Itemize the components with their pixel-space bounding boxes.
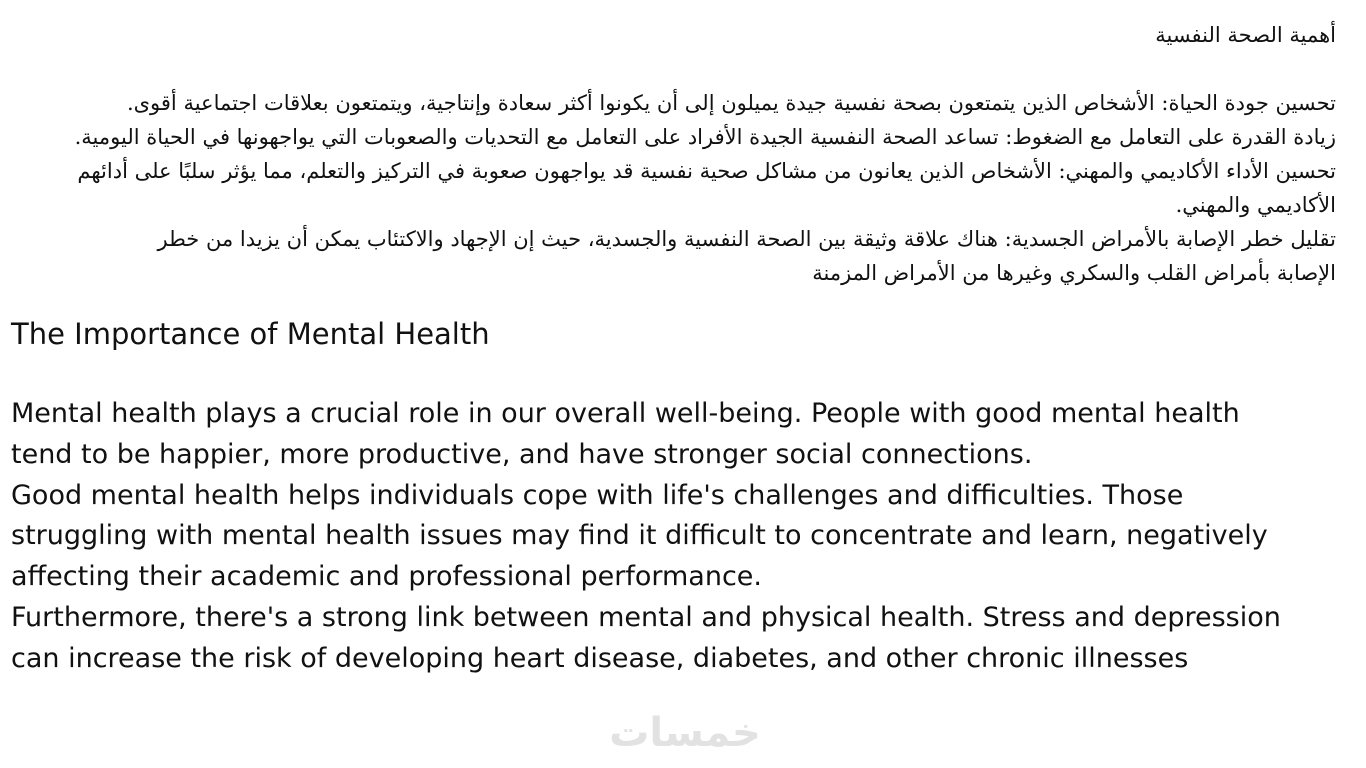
spacer <box>11 356 1366 394</box>
arabic-section <box>14 18 1336 290</box>
english-title: The Importance of Mental Health <box>11 317 490 351</box>
arabic-title: أهمية الصحة النفسية <box>1155 23 1336 47</box>
english-line: can increase the risk of developing heart disease, diabetes, and other chronic illnesses <box>11 642 1189 674</box>
spacer <box>14 52 1336 86</box>
english-section <box>11 312 1366 680</box>
english-line: affecting their academic and professional performance. <box>11 561 762 593</box>
english-line: Good mental health helps individuals cope with life's challenges and difficulties. Those <box>11 479 1184 511</box>
english-line: Furthermore, there's a strong link between mental and physical health. Stress and depression <box>11 601 1281 633</box>
arabic-line: الإصابة بأمراض القلب والسكري وغيرها من الأمراض المزمنة <box>812 261 1336 285</box>
arabic-line: الأكاديمي والمهني. <box>1175 193 1336 217</box>
english-line: tend to be happier, more productive, and have stronger social connections. <box>11 438 1033 470</box>
arabic-line: تحسين الأداء الأكاديمي والمهني: الأشخاص الذين يعانون من مشاكل صحية نفسية قد يواجهون صعوبة في التركيز والتعلم، مما يؤثر سلبًا على أدائهم <box>77 159 1336 183</box>
khamsat-watermark-logo <box>600 704 770 760</box>
english-line: Mental health plays a crucial role in our overall well-being. People with good mental health <box>11 398 1240 429</box>
english-line: struggling with mental health issues may find it difficult to concentrate and learn, negatively <box>11 520 1268 552</box>
arabic-line: زيادة القدرة على التعامل مع الضغوط: تساعد الصحة النفسية الجيدة الأفراد على التعامل مع التحديات والصعوبات التي يواجهونها في الحياة اليومية. <box>74 125 1336 149</box>
arabic-line: تحسين جودة الحياة: الأشخاص الذين يتمتعون بصحة نفسية جيدة يميلون إلى أن يكونوا أكثر سعادة وإنتاجية، ويتمتعون بعلاقات اجتماعية أقوى. <box>126 91 1336 115</box>
arabic-line: تقليل خطر الإصابة بالأمراض الجسدية: هناك علاقة وثيقة بين الصحة النفسية والجسدية، حيث إن الإجهاد والاكتئاب يمكن أن يزيدا من خطر <box>157 227 1336 251</box>
watermark-text: خمسات <box>609 710 761 756</box>
